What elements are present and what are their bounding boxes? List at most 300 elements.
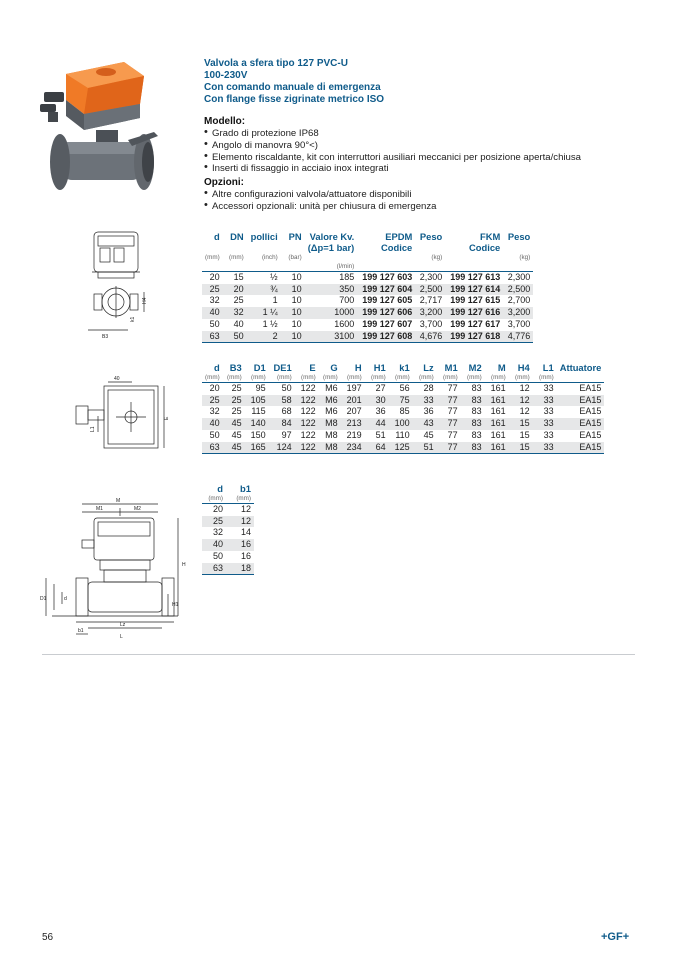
th: M	[497, 362, 506, 373]
unit: (bar)	[288, 254, 302, 261]
table-cell: 700	[339, 295, 355, 306]
label-h4: H4	[142, 297, 148, 304]
table-cell: 10	[281, 307, 305, 319]
table-cell: 122	[300, 429, 316, 440]
table-cell: ¾	[247, 284, 281, 296]
unit: (mm)	[437, 373, 461, 383]
table-cell: 95	[255, 383, 266, 393]
table-cell: 84	[269, 418, 295, 430]
table-cell: EA15	[579, 429, 602, 440]
th: M2	[468, 362, 482, 373]
table-header-row	[202, 231, 533, 242]
table-cell: 25	[223, 395, 245, 407]
table-cell: 1	[272, 295, 278, 306]
unit: (mm)	[202, 494, 226, 504]
table-cell: 2,500	[415, 284, 445, 296]
table-cell: 1 ½	[262, 318, 278, 329]
table-cell: 105	[245, 395, 269, 407]
table-cell: 197	[346, 383, 362, 393]
unit: (inch)	[261, 254, 278, 261]
table-units-row	[202, 373, 604, 383]
unit	[445, 253, 503, 262]
table-cell: 199 127 607	[362, 318, 413, 329]
label-lz: Lz	[120, 622, 126, 628]
th: Lz	[423, 362, 434, 373]
product-photo	[36, 56, 166, 204]
product-description	[204, 58, 664, 213]
table-cell: M6	[325, 383, 338, 393]
table-cell: 50	[281, 383, 292, 393]
table-cell: M8	[325, 429, 338, 440]
label-40: 40	[114, 376, 120, 382]
th: k1	[399, 362, 410, 373]
flange-table	[202, 483, 254, 575]
table-cell: 33	[413, 395, 437, 407]
unit: (mm)	[509, 373, 533, 383]
th: pollici	[250, 231, 278, 242]
table-cell: 12	[519, 383, 530, 393]
th: H	[354, 362, 362, 373]
table-units-row	[202, 253, 533, 262]
opzioni-item: • Altre configurazioni valvola/attuatore disponibili	[204, 189, 664, 201]
table-cell: 32	[223, 307, 247, 319]
unit: (mm)	[485, 373, 509, 383]
label-m1: M1	[96, 506, 103, 512]
label-b3: B3	[102, 334, 109, 340]
table-cell: 30	[365, 395, 389, 407]
table-header-row	[202, 242, 533, 253]
table-cell: 32	[209, 406, 220, 417]
table-cell: 199 127 604	[357, 284, 415, 296]
unit: (mm)	[341, 373, 365, 383]
table-row	[202, 383, 604, 395]
unit	[415, 262, 445, 272]
opzioni-list	[204, 189, 664, 213]
table-cell: 122	[295, 395, 319, 407]
table-cell: 50	[212, 550, 223, 561]
table-row	[202, 406, 604, 418]
unit: (mm)	[461, 373, 485, 383]
table-cell: 50	[223, 331, 247, 343]
unit: (mm)	[226, 494, 254, 504]
table-cell: 83	[461, 442, 485, 454]
unit	[223, 262, 247, 272]
table-cell: 2,700	[507, 295, 531, 306]
th: M1	[444, 362, 458, 373]
table-cell: ½	[270, 272, 278, 282]
table-cell: 1000	[305, 307, 358, 319]
unit: (mm)	[533, 373, 557, 383]
table-cell: 199 127 617	[450, 318, 501, 329]
table-cell: 161	[485, 395, 509, 407]
table-cell: 45	[223, 418, 245, 430]
table-cell: 27	[375, 383, 386, 393]
product-title-line-3: Con comando manuale di emergenza	[204, 82, 381, 93]
product-title-line-1: Valvola a sfera tipo 127 PVC-U	[204, 58, 348, 69]
table-cell: 199 127 616	[445, 307, 503, 319]
table-row	[202, 284, 533, 296]
table-cell: 20	[209, 272, 220, 282]
table-cell: 125	[389, 442, 413, 454]
product-title-line-2: 100-230V	[204, 70, 248, 81]
th: B3	[229, 362, 242, 373]
table-row	[202, 418, 604, 430]
th: (Δp=1 bar)	[307, 242, 355, 253]
table-cell: M8	[319, 418, 341, 430]
th: d	[217, 483, 223, 494]
label-d1: D1	[40, 596, 47, 602]
table-header-row	[202, 483, 254, 494]
table-units-row	[202, 262, 533, 272]
table-row	[202, 272, 533, 284]
th: DN	[230, 231, 244, 242]
table-cell: 12	[226, 516, 254, 528]
opzioni-item: • Accessori opzionali: unità per chiusura di emergenza	[204, 201, 664, 213]
th	[503, 242, 533, 253]
th: Codice	[381, 242, 413, 253]
table-cell: 199 127 605	[362, 295, 413, 306]
table-cell: 83	[471, 429, 482, 440]
table-cell: 122	[295, 442, 319, 454]
table-row	[202, 307, 533, 319]
table-cell: 33	[543, 406, 554, 417]
table-cell: 199 127 606	[357, 307, 415, 319]
table-cell: 77	[437, 442, 461, 454]
th: Valore Kv.	[309, 231, 355, 242]
table-cell: 63	[202, 442, 223, 454]
table-cell: M6	[325, 406, 338, 417]
table-cell: 40	[202, 418, 223, 430]
table-cell: 45	[423, 429, 434, 440]
table-cell: 1600	[334, 318, 355, 329]
unit	[357, 253, 415, 262]
table-cell: 25	[231, 383, 242, 393]
table-cell: 25	[202, 516, 226, 528]
unit	[202, 262, 223, 272]
table-cell: 1 ¼	[247, 307, 281, 319]
unit: (mm)	[319, 373, 341, 383]
table-cell: 40	[233, 318, 244, 329]
table-cell: 161	[485, 418, 509, 430]
table-cell: 15	[519, 429, 530, 440]
table-cell: 51	[413, 442, 437, 454]
unit: (mm)	[205, 254, 220, 261]
unit: (mm)	[202, 373, 223, 383]
table-cell: 77	[447, 406, 458, 417]
table-cell: 161	[490, 406, 506, 417]
table-cell: 56	[399, 383, 410, 393]
table-cell: 2,300	[419, 272, 443, 282]
table-cell: 36	[423, 406, 434, 417]
unit	[557, 373, 605, 383]
gf-logo: +GF+	[601, 931, 630, 943]
table-row	[202, 442, 604, 454]
table-row	[202, 395, 604, 407]
table-cell: 32	[212, 527, 223, 538]
table-cell: EA15	[579, 406, 602, 417]
unit: (mm)	[269, 373, 295, 383]
table-cell: 16	[226, 539, 254, 551]
table-cell: EA15	[579, 383, 602, 393]
th: FKM	[479, 231, 501, 242]
table-cell: 63	[202, 331, 223, 343]
table-cell: 25	[231, 406, 242, 417]
th	[202, 242, 223, 253]
table-cell: EA15	[557, 418, 605, 430]
th: Attuatore	[559, 362, 602, 373]
th: d	[213, 362, 220, 373]
modello-heading: Modello:	[204, 116, 246, 127]
table-cell: M6	[319, 395, 341, 407]
table-cell: 68	[281, 406, 292, 417]
label-m2: M2	[134, 506, 141, 512]
table-cell: 4,776	[503, 331, 533, 343]
drawing-front-view	[38, 496, 186, 642]
table-cell: 85	[399, 406, 410, 417]
table-cell: 124	[269, 442, 295, 454]
unit	[247, 262, 281, 272]
table-cell: 33	[533, 442, 557, 454]
table-cell: 75	[389, 395, 413, 407]
label-b1: b1	[78, 628, 84, 634]
table-cell: 2,500	[503, 284, 533, 296]
th: H1	[373, 362, 386, 373]
table-cell: 63	[202, 563, 226, 575]
unit: (mm)	[365, 373, 389, 383]
table-cell: 110	[395, 429, 410, 440]
modello-item: • Grado di protezione IP68	[204, 128, 664, 140]
table-cell: 219	[346, 429, 362, 440]
unit	[503, 262, 533, 272]
th: b1	[240, 483, 251, 494]
table-cell: 12	[519, 406, 530, 417]
table-cell: 83	[461, 395, 485, 407]
dimensions-table	[202, 362, 604, 454]
table-cell: 199 127 618	[445, 331, 503, 343]
label-k1: k1	[130, 316, 136, 322]
table-cell: 350	[305, 284, 358, 296]
table-cell: 199 127 614	[445, 284, 503, 296]
table-cell: 161	[490, 383, 506, 393]
table-cell: 15	[233, 272, 244, 282]
table-cell: 4,676	[415, 331, 445, 343]
table-cell: 33	[533, 395, 557, 407]
table-cell: 165	[245, 442, 269, 454]
table-cell: 51	[375, 429, 386, 440]
footer-divider	[42, 654, 635, 655]
unit	[445, 262, 503, 272]
th: PN	[288, 231, 302, 242]
table-units-row	[202, 494, 254, 504]
opzioni-heading: Opzioni:	[204, 177, 244, 189]
label-h: H	[182, 562, 186, 568]
table-cell: 64	[365, 442, 389, 454]
table-cell: 3,700	[419, 318, 443, 329]
table-row	[202, 539, 254, 551]
table-cell: 207	[346, 406, 362, 417]
modello-item: • Angolo di manovra 90°<)	[204, 140, 664, 152]
table-row	[202, 430, 604, 442]
page-number: 56	[42, 932, 54, 943]
label-l1: L1	[90, 426, 96, 432]
modello-list	[204, 128, 664, 175]
table-cell: 43	[413, 418, 437, 430]
unit: (mm)	[295, 373, 319, 383]
th	[281, 242, 305, 253]
table-cell: 199 127 608	[357, 331, 415, 343]
unit: (mm)	[223, 373, 245, 383]
label-h1: H1	[172, 602, 179, 608]
unit	[305, 253, 358, 262]
table-cell: 15	[509, 418, 533, 430]
table-row	[202, 563, 254, 575]
table-cell: 40	[202, 539, 226, 551]
table-row	[202, 319, 533, 331]
table-cell: 12	[240, 504, 251, 514]
table-cell: 45	[231, 429, 242, 440]
table-cell: 77	[447, 429, 458, 440]
table-cell: 77	[437, 395, 461, 407]
table-cell: 50	[209, 429, 220, 440]
table-cell: 10	[291, 272, 302, 282]
table-cell: 201	[341, 395, 365, 407]
table-cell: 122	[295, 418, 319, 430]
unit: (l/min)	[305, 262, 358, 272]
table-cell: 3100	[305, 331, 358, 343]
table-cell: 20	[212, 504, 223, 514]
unit	[281, 262, 305, 272]
table-cell: 36	[375, 406, 386, 417]
table-cell: 25	[202, 395, 223, 407]
table-cell: 83	[471, 383, 482, 393]
table-cell: 97	[281, 429, 292, 440]
th: DE1	[273, 362, 292, 373]
table-cell: 3,200	[503, 307, 533, 319]
label-d: d	[64, 596, 67, 602]
table-cell: 50	[209, 318, 220, 329]
table-cell: 2	[247, 331, 281, 343]
th: G	[330, 362, 338, 373]
unit	[357, 262, 415, 272]
table-row	[202, 331, 533, 343]
unit: (mm)	[389, 373, 413, 383]
table-cell: 33	[543, 383, 554, 393]
table-cell: 28	[423, 383, 434, 393]
unit: (mm)	[413, 373, 437, 383]
table-cell: 58	[269, 395, 295, 407]
table-cell: 14	[240, 527, 251, 538]
modello-item: • Elemento riscaldante, kit con interruttori ausiliari meccanici per posizione aperta/chiusa	[204, 152, 664, 164]
drawing-side-view	[68, 372, 178, 466]
table-cell: 2,717	[419, 295, 443, 306]
table-cell: 77	[437, 418, 461, 430]
th: Codice	[469, 242, 501, 253]
table-row	[202, 295, 533, 307]
table-cell: 33	[533, 418, 557, 430]
unit: (kg)	[431, 254, 443, 261]
th: H4	[517, 362, 530, 373]
table-cell: 122	[300, 406, 316, 417]
table-cell: 3,200	[415, 307, 445, 319]
th: d	[213, 231, 220, 242]
th	[247, 242, 281, 253]
table-cell: 161	[490, 429, 506, 440]
table-cell: 18	[226, 563, 254, 575]
table-cell: 32	[209, 295, 220, 306]
table-cell: 77	[447, 383, 458, 393]
table-cell: 40	[202, 307, 223, 319]
table-row	[202, 527, 254, 539]
th: EPDM	[385, 231, 413, 242]
table-header-row	[202, 362, 604, 373]
th: Peso	[507, 231, 531, 242]
table-cell: 10	[281, 331, 305, 343]
th: L1	[542, 362, 554, 373]
table-cell: 185	[339, 272, 355, 282]
table-cell: EA15	[557, 442, 605, 454]
th	[415, 242, 445, 253]
table-cell: 12	[509, 395, 533, 407]
table-cell: 33	[543, 429, 554, 440]
table-cell: 25	[202, 284, 223, 296]
table-cell: 199 127 613	[450, 272, 501, 282]
codes-table	[202, 231, 533, 343]
table-cell: 83	[461, 418, 485, 430]
unit: (mm)	[245, 373, 269, 383]
table-cell: 150	[250, 429, 266, 440]
product-title-line-4: Con flange fisse zigrinate metrico ISO	[204, 94, 385, 105]
table-cell: 3,700	[507, 318, 531, 329]
table-cell: 122	[300, 383, 316, 393]
table-cell: 10	[281, 284, 305, 296]
table-cell: 161	[485, 442, 509, 454]
th: Peso	[419, 231, 443, 242]
table-row	[202, 516, 254, 528]
table-cell: 140	[245, 418, 269, 430]
unit: (kg)	[519, 254, 531, 261]
table-row	[202, 551, 254, 563]
table-cell: 2,300	[507, 272, 531, 282]
table-cell: 199 127 615	[450, 295, 501, 306]
table-cell: M8	[319, 442, 341, 454]
th: E	[309, 362, 316, 373]
label-m: M	[116, 498, 121, 504]
unit: (mm)	[229, 254, 244, 261]
table-row	[202, 504, 254, 516]
table-cell: 20	[209, 383, 220, 393]
table-cell: 44	[365, 418, 389, 430]
table-cell: 199 127 603	[362, 272, 413, 282]
table-cell: 10	[291, 295, 302, 306]
table-cell: 45	[223, 442, 245, 454]
table-cell: 25	[233, 295, 244, 306]
drawing-top-view	[84, 226, 164, 346]
table-cell: 16	[240, 550, 251, 561]
table-cell: EA15	[557, 395, 605, 407]
table-cell: 213	[341, 418, 365, 430]
label-e: E	[164, 416, 170, 420]
table-cell: 100	[389, 418, 413, 430]
modello-item: • Inserti di fissaggio in acciaio inox integrati	[204, 163, 664, 175]
th	[223, 242, 247, 253]
label-l: L	[120, 634, 123, 640]
table-cell: 115	[251, 406, 266, 417]
table-cell: 10	[291, 318, 302, 329]
table-cell: 15	[509, 442, 533, 454]
table-cell: 234	[341, 442, 365, 454]
table-cell: 20	[223, 284, 247, 296]
table-cell: 83	[471, 406, 482, 417]
